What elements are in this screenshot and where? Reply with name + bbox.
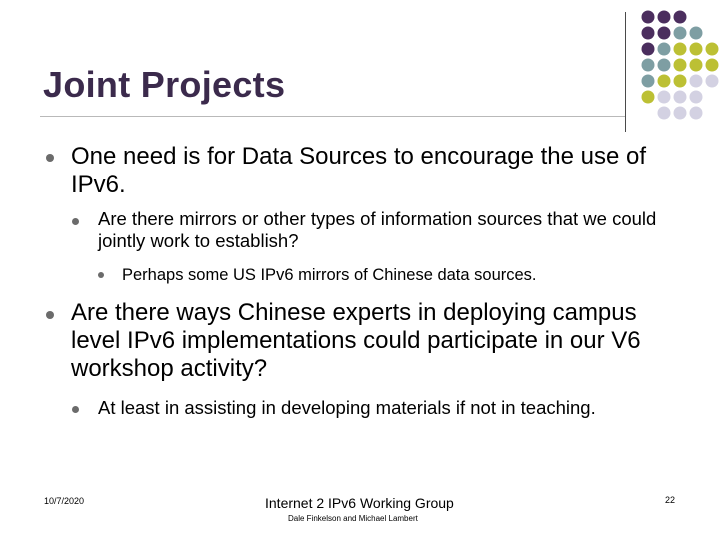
decorative-dot xyxy=(658,27,671,40)
sub-bullet-text: At least in assisting in developing materials if not in teaching. xyxy=(98,397,596,418)
decorative-dot xyxy=(642,75,655,88)
bullet-text: One need is for Data Sources to encourage the use of IPv6. xyxy=(71,143,647,199)
decorative-dot xyxy=(658,59,671,72)
decorative-dot xyxy=(674,11,687,24)
decorative-dot xyxy=(674,59,687,72)
decorative-dot xyxy=(674,107,687,120)
decorative-dot xyxy=(658,75,671,88)
footer-group: Internet 2 IPv6 Working Group xyxy=(265,495,454,511)
decorative-dot xyxy=(674,27,687,40)
decorative-dot xyxy=(674,75,687,88)
decorative-dot xyxy=(706,59,719,72)
bullet-marker xyxy=(46,154,54,162)
decorative-dot xyxy=(658,91,671,104)
footer-date: 10/7/2020 xyxy=(44,496,85,506)
decorative-dot xyxy=(690,27,703,40)
decorative-dot xyxy=(690,59,703,72)
footer-authors: Dale Finkelson and Michael Lambert xyxy=(288,514,418,523)
slide-title: Joint Projects xyxy=(43,64,286,105)
sub-bullet-marker xyxy=(72,406,79,413)
slide-number: 22 xyxy=(665,495,676,505)
decorative-dot xyxy=(642,43,655,56)
sub-bullet-text: Are there mirrors or other types of information sources that we could jointly work to establish? xyxy=(98,208,657,251)
decorative-dot xyxy=(658,11,671,24)
decorative-dot-grid xyxy=(0,0,720,140)
decorative-dot xyxy=(690,107,703,120)
decorative-dot xyxy=(642,59,655,72)
decorative-dot xyxy=(658,107,671,120)
sub-sub-bullet-marker xyxy=(98,272,104,278)
decorative-dot xyxy=(642,27,655,40)
decorative-dot xyxy=(706,43,719,56)
decorative-dot xyxy=(642,11,655,24)
bullet-marker xyxy=(46,311,54,319)
decorative-dot xyxy=(706,75,719,88)
sub-bullet-marker xyxy=(72,218,79,225)
sub-sub-bullet-text: Perhaps some US IPv6 mirrors of Chinese data sources. xyxy=(122,266,537,284)
decorative-dot xyxy=(642,91,655,104)
decorative-dot xyxy=(690,43,703,56)
decorative-dot xyxy=(690,91,703,104)
decorative-dot xyxy=(674,43,687,56)
decorative-dot xyxy=(674,91,687,104)
decorative-dot xyxy=(658,43,671,56)
bullet-text: Are there ways Chinese experts in deploying campus level IPv6 implementations could participate in our V6 workshop activity? xyxy=(71,299,641,383)
decorative-dot xyxy=(690,75,703,88)
